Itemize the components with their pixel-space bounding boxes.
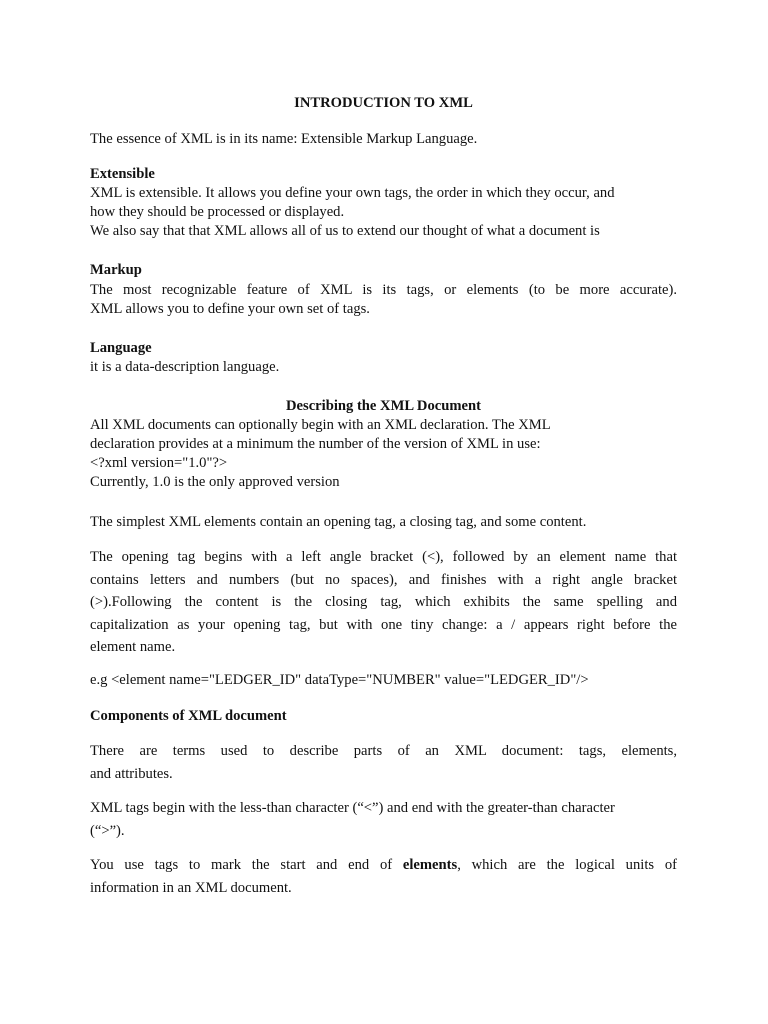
markup-line-1: The most recognizable feature of XML is its tags, or elements (to be more accurate). — [90, 282, 677, 298]
example-code: e.g <element name="LEDGER_ID" dataType="NUMBER" value="LEDGER_ID"/> — [90, 672, 589, 688]
heading-describing: Describing the XML Document — [286, 398, 481, 414]
heading-language: Language — [90, 340, 152, 356]
tags-paragraph — [90, 797, 677, 842]
opening-line-3: (>).Following the content is the closing tag, which exhibits the same spelling and — [90, 594, 677, 610]
markup-line-2: XML allows you to define your own set of tags. — [90, 301, 370, 317]
elements-line-1-end: , which are the logical units of — [457, 857, 677, 873]
opening-line-4: capitalization as your opening tag, but with one tiny change: a / appears right before the — [90, 616, 677, 633]
describing-paragraph — [90, 416, 677, 492]
markup-paragraph — [90, 281, 677, 319]
elements-line-2: information in an XML document. — [90, 879, 292, 896]
simplest-paragraph: The simplest XML elements contain an opening tag, a closing tag, and some content. — [90, 514, 587, 530]
opening-line-5: element name. — [90, 639, 176, 655]
elements-term: elements — [402, 857, 458, 873]
extensible-line-2: how they should be processed or displayed. — [90, 204, 345, 220]
elements-line-1 — [90, 854, 677, 877]
extensible-line-1: XML is extensible. It allows you define your own tags, the order in which they occur, and — [90, 185, 615, 201]
extensible-line-3: We also say that that XML allows all of us to extend our thought of what a document is — [90, 223, 600, 239]
extensible-paragraph — [90, 184, 677, 241]
opening-line-1: The opening tag begins with a left angle bracket (<), followed by an element name that — [90, 549, 677, 565]
heading-markup: Markup — [90, 262, 142, 278]
terms-line-2: and attributes. — [90, 765, 173, 782]
elements-line-1-start: You use tags to mark the start and end of — [90, 857, 403, 873]
tags-line-1: XML tags begin with the less-than character (“<”) and end with the greater-than character — [90, 800, 615, 816]
describing-line-2: declaration provides at a minimum the number of the version of XML in use: — [90, 436, 541, 452]
page-title: INTRODUCTION TO XML — [294, 95, 473, 111]
opening-line-2: contains letters and numbers (but no spaces), and finishes with a right angle bracket — [90, 571, 677, 588]
intro-paragraph: The essence of XML is in its name: Extensible Markup Language. — [90, 131, 478, 147]
opening-tag-paragraph — [90, 546, 677, 659]
elements-paragraph — [90, 854, 677, 899]
tags-line-2: (“>”). — [90, 822, 125, 839]
describing-line-4: Currently, 1.0 is the only approved version — [90, 474, 340, 490]
heading-components: Components of XML document — [90, 708, 287, 724]
language-paragraph: it is a data-description language. — [90, 359, 280, 375]
xml-declaration-code: <?xml version="1.0"?> — [90, 455, 228, 471]
terms-line-1: There are terms used to describe parts of an XML document: tags, elements, — [90, 743, 677, 759]
heading-extensible: Extensible — [90, 166, 155, 182]
describing-line-1: All XML documents can optionally begin with an XML declaration. The XML — [90, 417, 551, 433]
terms-paragraph — [90, 740, 677, 785]
